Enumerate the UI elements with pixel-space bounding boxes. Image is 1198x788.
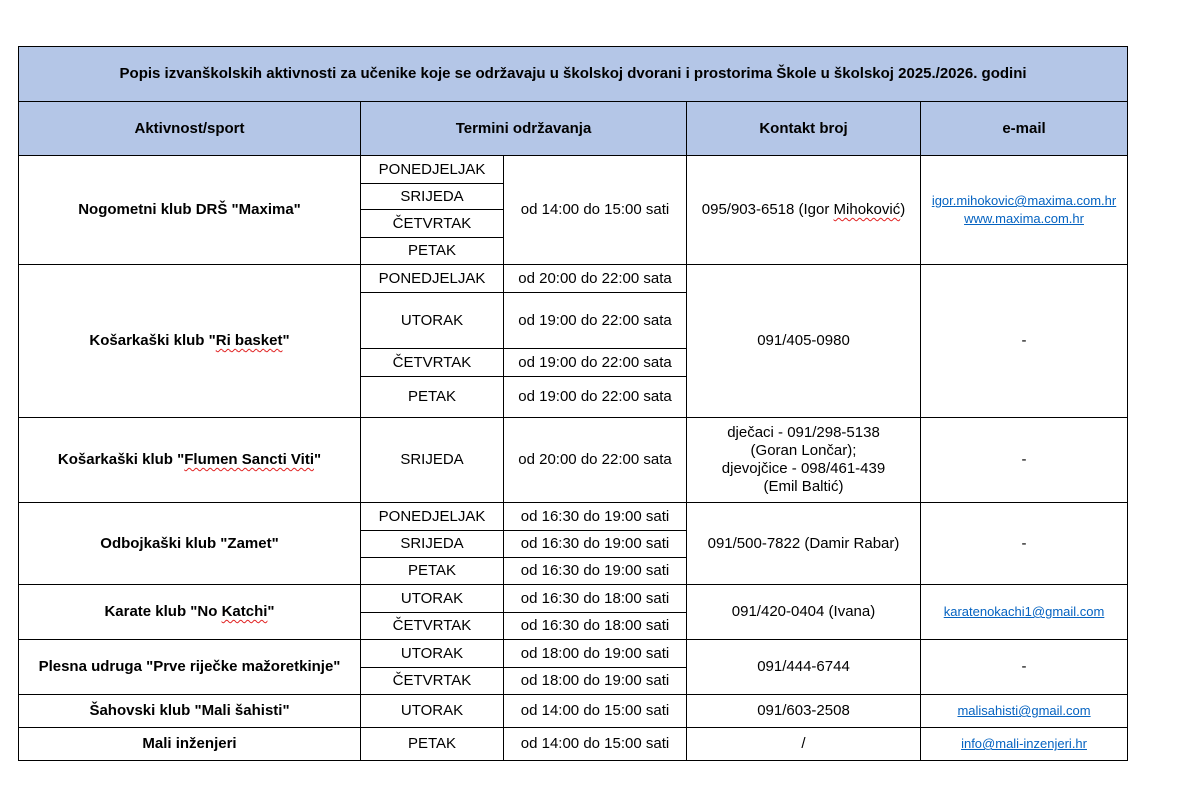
time-cell: od 19:00 do 22:00 sata [504,349,687,377]
activity-name [19,418,361,503]
day-cell: PONEDJELJAK [361,503,504,531]
contact-cell: / [687,728,921,761]
time-cell: od 20:00 do 22:00 sata [504,418,687,503]
website-link[interactable]: www.maxima.com.hr [964,211,1084,226]
email-cell: - [921,418,1128,503]
contact-cell: 091/444-6744 [687,640,921,695]
email-cell: - [921,265,1128,418]
time-cell: od 16:30 do 19:00 sati [504,558,687,585]
activity-name-mark: Katchi [221,603,268,620]
day-cell: ČETVRTAK [361,210,504,238]
contact-cell [687,418,921,503]
activity-name: Plesna udruga "Prve riječke mažoretkinje" [19,640,361,695]
time-cell: od 16:30 do 19:00 sati [504,531,687,558]
activity-name [19,585,361,640]
activity-name-prefix: Karate klub "No [104,603,222,620]
time-cell: od 16:30 do 18:00 sati [504,585,687,613]
activity-name: Odbojkaški klub "Zamet" [19,503,361,585]
contact-cell [687,156,921,265]
day-cell: PONEDJELJAK [361,265,504,293]
day-cell: SRIJEDA [361,418,504,503]
email-cell [921,156,1128,265]
activity-name-suffix: " [267,603,275,620]
time-cell: od 19:00 do 22:00 sata [504,377,687,418]
activity-name-suffix: " [313,451,322,468]
contact-cell: 091/420-0404 (Ivana) [687,585,921,640]
activity-name: Nogometni klub DRŠ "Maxima" [19,156,361,265]
day-cell: UTORAK [361,293,504,349]
activity-name [19,265,361,418]
time-cell: od 16:30 do 19:00 sati [504,503,687,531]
day-cell: PETAK [361,728,504,761]
time-cell: od 20:00 do 22:00 sata [504,265,687,293]
contact-suffix: ) [900,201,906,218]
time-cell: od 14:00 do 15:00 sati [504,156,687,265]
time-cell: od 18:00 do 19:00 sati [504,668,687,695]
header-schedule: Termini održavanja [361,102,687,156]
email-cell [921,728,1128,761]
time-cell: od 14:00 do 15:00 sati [504,728,687,761]
day-cell: UTORAK [361,640,504,668]
time-cell: od 16:30 do 18:00 sati [504,613,687,640]
day-cell: SRIJEDA [361,184,504,210]
contact-line: dječaci - 091/298-5138 [727,424,880,441]
contact-line: (Emil Baltić) [763,478,844,495]
activity-name: Šahovski klub "Mali šahisti" [19,695,361,728]
time-cell: od 18:00 do 19:00 sati [504,640,687,668]
email-cell [921,695,1128,728]
contact-line: (Goran Lončar); [750,442,857,459]
day-cell: PETAK [361,377,504,418]
contact-cell: 091/603-2508 [687,695,921,728]
header-contact: Kontakt broj [687,102,921,156]
time-cell: od 19:00 do 22:00 sata [504,293,687,349]
email-cell: - [921,503,1128,585]
activity-name: Mali inženjeri [19,728,361,761]
table-title: Popis izvanškolskih aktivnosti za učenike koje se održavaju u školskoj dvorani i prostorima Škole u školskoj 2025./2026. godini [19,47,1128,102]
day-cell: PETAK [361,558,504,585]
activity-name-prefix: Košarkaški klub " [89,332,216,349]
activity-name-mark: Ri basket [215,332,283,349]
email-link[interactable]: malisahisti@gmail.com [957,703,1091,718]
email-link[interactable]: igor.mihokovic@maxima.com.hr [931,193,1117,208]
contact-text: 095/903-6518 (Igor [701,201,834,218]
contact-line: djevojčice - 098/461-439 [721,460,886,477]
header-email: e-mail [921,102,1128,156]
email-cell: - [921,640,1128,695]
day-cell: UTORAK [361,695,504,728]
day-cell: SRIJEDA [361,531,504,558]
day-cell: ČETVRTAK [361,349,504,377]
email-link[interactable]: info@mali-inzenjeri.hr [961,736,1087,751]
day-cell: PETAK [361,238,504,265]
day-cell: ČETVRTAK [361,613,504,640]
contact-cell: 091/500-7822 (Damir Rabar) [687,503,921,585]
time-cell: od 14:00 do 15:00 sati [504,695,687,728]
email-cell [921,585,1128,640]
day-cell: ČETVRTAK [361,668,504,695]
contact-name: Mihoković [833,201,901,218]
activity-name-prefix: Košarkaški klub " [57,451,185,468]
email-link[interactable]: karatenokachi1@gmail.com [943,604,1105,619]
header-activity: Aktivnost/sport [19,102,361,156]
contact-cell: 091/405-0980 [687,265,921,418]
activities-table [18,46,1128,761]
day-cell: PONEDJELJAK [361,156,504,184]
activity-name-mark: Flumen Sancti Viti [184,451,314,468]
activity-name-suffix: " [282,332,290,349]
day-cell: UTORAK [361,585,504,613]
